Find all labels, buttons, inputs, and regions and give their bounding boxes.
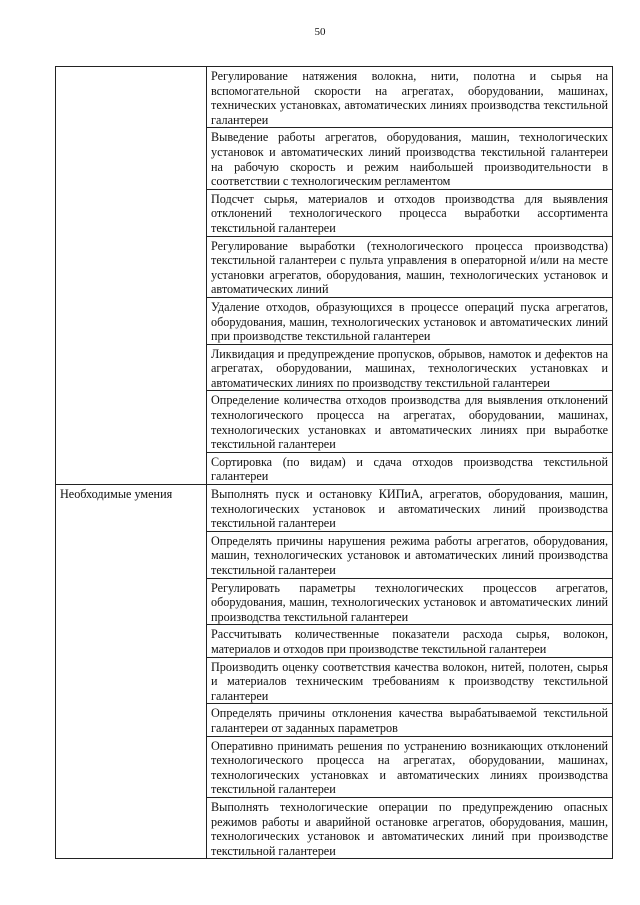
list-item: Выведение работы агрегатов, оборудования, машин, технологических установок и автоматических линий производства текстильной галантереи на рабочую скорость и режим наибольшей производительности в соответствии с технологическим регламентом — [207, 128, 613, 189]
page-number: 50 — [314, 26, 326, 38]
section-label-required-skills: Необходимые умения — [56, 485, 207, 859]
list-item: Ликвидация и предупреждение пропусков, обрывов, намоток и дефектов на агрегатах, оборудовании, машинах, технологических установках и автоматических линиях по производству текстильной галантереи — [207, 344, 613, 391]
competency-table — [55, 66, 613, 859]
table-row — [56, 485, 613, 532]
list-item: Регулировать параметры технологических процессов агрегатов, оборудования, машин, технологических установок и автоматических линий производства текстильной галантереи — [207, 578, 613, 625]
list-item: Подсчет сырья, материалов и отходов производства для выявления отклонений технологического процесса выработки ассортимента текстильной галантереи — [207, 189, 613, 236]
section-label-cell — [56, 67, 207, 485]
list-item: Оперативно принимать решения по устранению возникающих отклонений технологического процесса на агрегатах, оборудовании, машинах, технологических установках и автоматических линиях производства текстильной галантереи — [207, 736, 613, 797]
list-item: Определение количества отходов производства для выявления отклонений технологического процесса на агрегатах, оборудовании, машинах, технологических установках и автоматических линиях при выработке текстильной галантереи — [207, 391, 613, 452]
list-item: Выполнять технологические операции по предупреждению опасных режимов работы и аварийной остановке агрегатов, оборудования, машин, технологических установок и автоматических линий при производстве текстильной галантереи — [207, 797, 613, 858]
list-item: Регулирование натяжения волокна, нити, полотна и сырья на вспомогательной скорости на агрегатах, оборудовании, машинах, технических установках, автоматических линиях производства текстильной галантереи — [207, 67, 613, 128]
list-item: Определять причины нарушения режима работы агрегатов, оборудования, машин, технологических установок и автоматических линий производства текстильной галантереи — [207, 531, 613, 578]
list-item: Определять причины отклонения качества вырабатываемой текстильной галантереи от заданных параметров — [207, 704, 613, 736]
table-row — [56, 67, 613, 128]
list-item: Удаление отходов, образующихся в процессе операций пуска агрегатов, оборудования, машин, технологических установок и автоматических линий при производстве текстильной галантереи — [207, 297, 613, 344]
list-item: Рассчитывать количественные показатели расхода сырья, волокон, материалов и отходов при производстве текстильной галантереи — [207, 625, 613, 657]
list-item: Производить оценку соответствия качества волокон, нитей, полотен, сырья и материалов техническим требованиям к производству текстильной галантереи — [207, 657, 613, 704]
list-item: Сортировка (по видам) и сдача отходов производства текстильной галантереи — [207, 452, 613, 484]
list-item: Регулирование выработки (технологического процесса производства) текстильной галантереи с пульта управления в операторной и/или на месте установки агрегатов, оборудования, машин, технологических установок и автоматических линий — [207, 236, 613, 297]
table-body — [56, 67, 613, 859]
list-item: Выполнять пуск и остановку КИПиА, агрегатов, оборудования, машин, технологических установок и автоматических линий производства текстильной галантереи — [207, 485, 613, 532]
